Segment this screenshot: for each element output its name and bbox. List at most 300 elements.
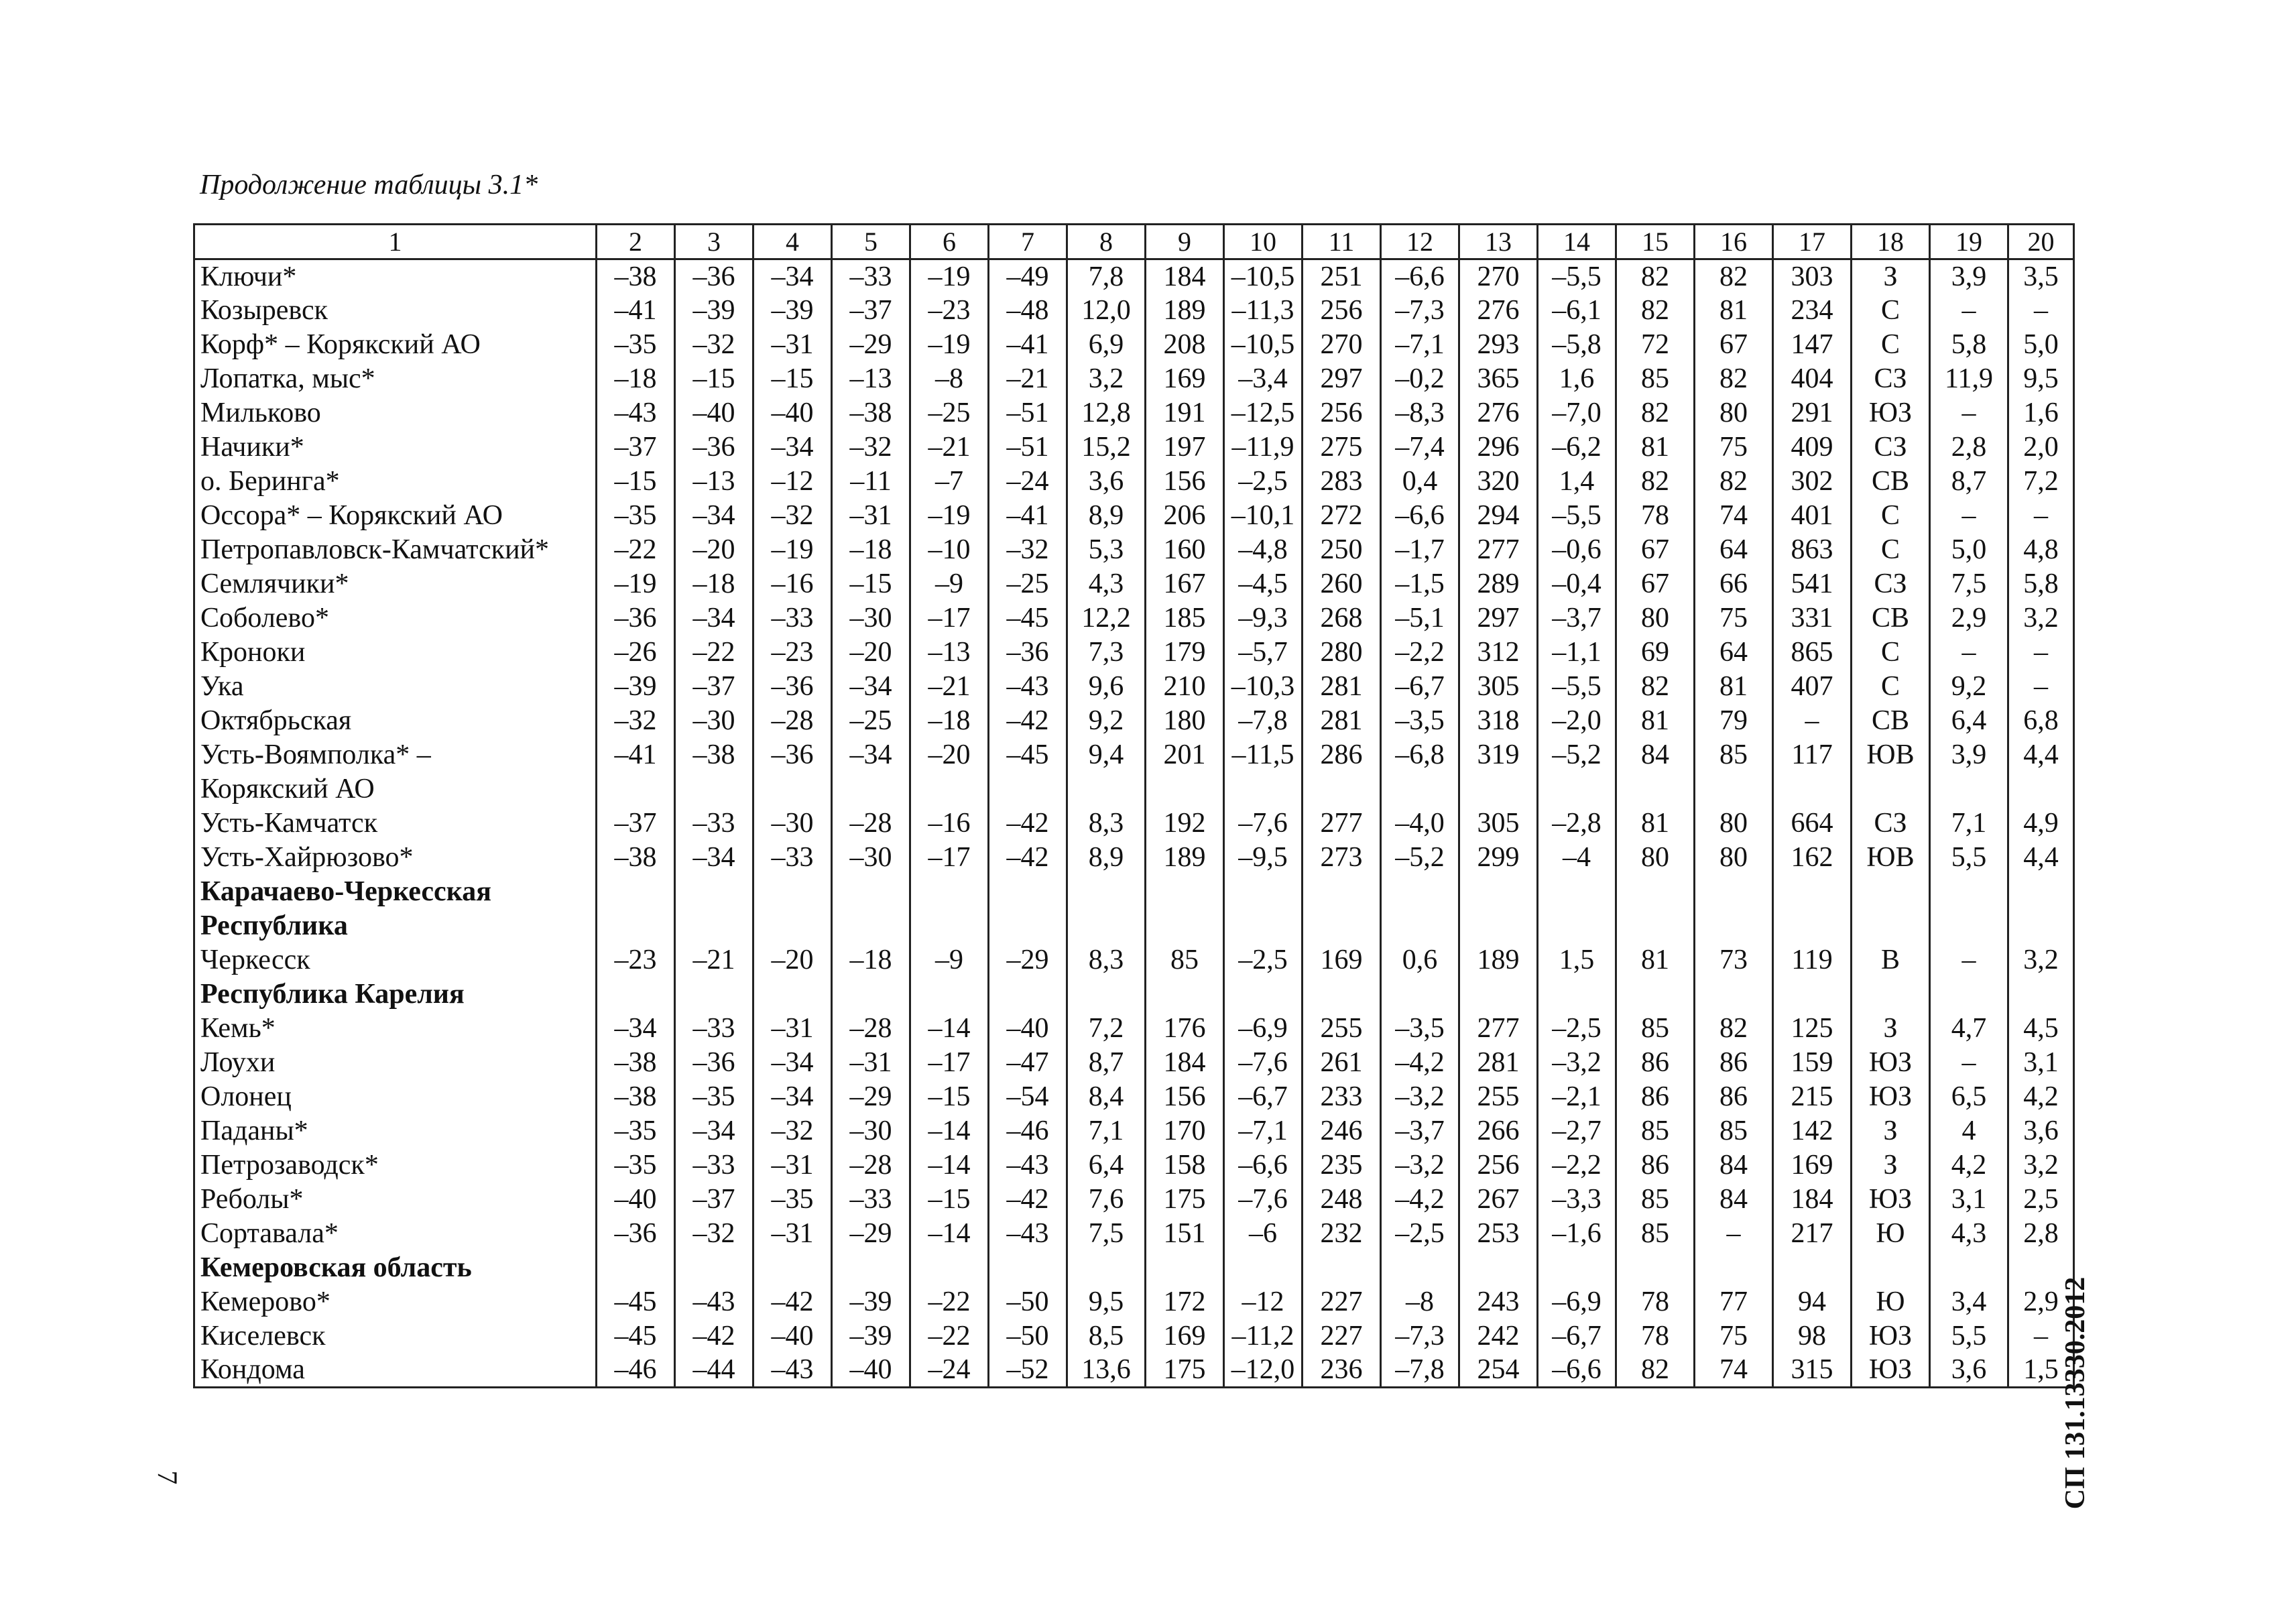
cell-col-13: 266 — [1459, 1114, 1538, 1148]
cell-col-10: –6,9 — [1224, 1012, 1303, 1046]
cell-col-14 — [1538, 909, 1616, 943]
cell-col-19: – — [1930, 294, 2008, 328]
cell-col-12: –7,3 — [1381, 294, 1459, 328]
cell-col-2: –36 — [597, 601, 675, 636]
cell-col-19 — [1930, 977, 2008, 1012]
cell-col-10: –2,5 — [1224, 465, 1303, 499]
cell-col-3: –33 — [675, 1012, 753, 1046]
cell-col-5: –39 — [832, 1285, 910, 1319]
cell-col-7: –42 — [989, 1183, 1067, 1217]
cell-col-3: –42 — [675, 1319, 753, 1354]
cell-col-19: 4 — [1930, 1114, 2008, 1148]
cell-col-14: –3,2 — [1538, 1046, 1616, 1080]
cell-col-12: –3,5 — [1381, 1012, 1459, 1046]
cell-col-7: –45 — [989, 738, 1067, 772]
cell-col-10: –7,8 — [1224, 704, 1303, 738]
cell-col-16: 82 — [1695, 1012, 1773, 1046]
cell-col-16 — [1695, 875, 1773, 909]
cell-col-4: –33 — [753, 841, 832, 875]
cell-col-2: –38 — [597, 259, 675, 294]
cell-col-10 — [1224, 977, 1303, 1012]
column-header-20: 20 — [2008, 225, 2074, 259]
cell-col-9: 170 — [1146, 1114, 1224, 1148]
station-name: Октябрьская — [194, 704, 597, 738]
cell-col-14: –0,6 — [1538, 533, 1616, 567]
cell-col-16: 66 — [1695, 567, 1773, 601]
column-header-11: 11 — [1303, 225, 1381, 259]
table-row — [194, 328, 2074, 362]
cell-col-5: –18 — [832, 533, 910, 567]
cell-col-3: –18 — [675, 567, 753, 601]
cell-col-6: –14 — [910, 1148, 989, 1183]
cell-col-12: 0,6 — [1381, 943, 1459, 977]
cell-col-12: –8,3 — [1381, 396, 1459, 430]
column-header-3: 3 — [675, 225, 753, 259]
cell-col-7: –42 — [989, 704, 1067, 738]
cell-col-12: –3,7 — [1381, 1114, 1459, 1148]
cell-col-20: 3,2 — [2008, 1148, 2074, 1183]
cell-col-5: –32 — [832, 430, 910, 465]
cell-col-5 — [832, 1251, 910, 1285]
cell-col-10 — [1224, 875, 1303, 909]
cell-col-19: 4,2 — [1930, 1148, 2008, 1183]
cell-col-18: СЗ — [1852, 567, 1930, 601]
cell-col-6: –19 — [910, 499, 989, 533]
cell-col-12: –1,5 — [1381, 567, 1459, 601]
cell-col-3: –39 — [675, 294, 753, 328]
cell-col-14: –3,7 — [1538, 601, 1616, 636]
cell-col-9 — [1146, 1251, 1224, 1285]
cell-col-16: 82 — [1695, 362, 1773, 396]
cell-col-8: 6,4 — [1067, 1148, 1146, 1183]
cell-col-4: –32 — [753, 1114, 832, 1148]
cell-col-18: СВ — [1852, 601, 1930, 636]
cell-col-15: 67 — [1616, 567, 1695, 601]
table-row — [194, 1319, 2074, 1354]
cell-col-14: –2,5 — [1538, 1012, 1616, 1046]
cell-col-4: –31 — [753, 1148, 832, 1183]
section-row — [194, 909, 2074, 943]
cell-col-7: –51 — [989, 396, 1067, 430]
cell-col-19: 11,9 — [1930, 362, 2008, 396]
cell-col-14: –5,5 — [1538, 259, 1616, 294]
cell-col-7: –43 — [989, 1148, 1067, 1183]
cell-col-6: –19 — [910, 328, 989, 362]
cell-col-19: 7,5 — [1930, 567, 2008, 601]
cell-col-11: 281 — [1303, 704, 1381, 738]
cell-col-11 — [1303, 909, 1381, 943]
table-row — [194, 533, 2074, 567]
cell-col-17: 184 — [1773, 1183, 1852, 1217]
cell-col-7: –50 — [989, 1285, 1067, 1319]
cell-col-4: –23 — [753, 636, 832, 670]
cell-col-4: –40 — [753, 396, 832, 430]
cell-col-18: С — [1852, 499, 1930, 533]
cell-col-9: 206 — [1146, 499, 1224, 533]
cell-col-6 — [910, 1251, 989, 1285]
cell-col-17: 217 — [1773, 1217, 1852, 1251]
cell-col-11: 256 — [1303, 396, 1381, 430]
cell-col-14: 1,5 — [1538, 943, 1616, 977]
cell-col-14: –0,4 — [1538, 567, 1616, 601]
cell-col-12: –6,6 — [1381, 499, 1459, 533]
cell-col-13: 277 — [1459, 1012, 1538, 1046]
cell-col-9: 167 — [1146, 567, 1224, 601]
table-row — [194, 841, 2074, 875]
cell-col-19: 8,7 — [1930, 465, 2008, 499]
cell-col-13: 267 — [1459, 1183, 1538, 1217]
cell-col-18 — [1852, 1251, 1930, 1285]
cell-col-12: –7,4 — [1381, 430, 1459, 465]
cell-col-12: –0,2 — [1381, 362, 1459, 396]
cell-col-19: 3,9 — [1930, 259, 2008, 294]
cell-col-10: –9,3 — [1224, 601, 1303, 636]
cell-col-19: 5,8 — [1930, 328, 2008, 362]
cell-col-20: 3,6 — [2008, 1114, 2074, 1148]
section-row — [194, 977, 2074, 1012]
cell-col-17: 664 — [1773, 806, 1852, 841]
cell-col-4: –43 — [753, 1354, 832, 1388]
cell-col-9: 189 — [1146, 294, 1224, 328]
cell-col-7 — [989, 909, 1067, 943]
cell-col-10: –7,6 — [1224, 806, 1303, 841]
station-name: Кемь* — [194, 1012, 597, 1046]
table-row — [194, 636, 2074, 670]
cell-col-20: 3,2 — [2008, 943, 2074, 977]
cell-col-14: 1,6 — [1538, 362, 1616, 396]
cell-col-3: –13 — [675, 465, 753, 499]
cell-col-13 — [1459, 977, 1538, 1012]
cell-col-19: – — [1930, 396, 2008, 430]
cell-col-17: 541 — [1773, 567, 1852, 601]
cell-col-7 — [989, 875, 1067, 909]
cell-col-10: –11,9 — [1224, 430, 1303, 465]
cell-col-13: 305 — [1459, 670, 1538, 704]
cell-col-11: 272 — [1303, 499, 1381, 533]
cell-col-11: 268 — [1303, 601, 1381, 636]
cell-col-8: 7,3 — [1067, 636, 1146, 670]
cell-col-14: –5,8 — [1538, 328, 1616, 362]
table-row — [194, 1080, 2074, 1114]
cell-col-4: –12 — [753, 465, 832, 499]
cell-col-16: 80 — [1695, 841, 1773, 875]
cell-col-20 — [2008, 977, 2074, 1012]
cell-col-20: 7,2 — [2008, 465, 2074, 499]
station-name: Усть-Камчатск — [194, 806, 597, 841]
station-name: Сортавала* — [194, 1217, 597, 1251]
cell-col-12: –4,0 — [1381, 806, 1459, 841]
station-name: Реболы* — [194, 1183, 597, 1217]
cell-col-10: –11,3 — [1224, 294, 1303, 328]
cell-col-20: 2,8 — [2008, 1217, 2074, 1251]
cell-col-6: –25 — [910, 396, 989, 430]
cell-col-4 — [753, 1251, 832, 1285]
cell-col-8: 9,5 — [1067, 1285, 1146, 1319]
cell-col-13: 320 — [1459, 465, 1538, 499]
cell-col-17: 315 — [1773, 1354, 1852, 1388]
cell-col-15 — [1616, 977, 1695, 1012]
cell-col-7: –42 — [989, 806, 1067, 841]
cell-col-18: ЮЗ — [1852, 1080, 1930, 1114]
cell-col-6: –14 — [910, 1114, 989, 1148]
cell-col-16: 85 — [1695, 738, 1773, 772]
cell-col-5: –29 — [832, 1080, 910, 1114]
cell-col-19 — [1930, 772, 2008, 806]
cell-col-14: –6,9 — [1538, 1285, 1616, 1319]
cell-col-18: С — [1852, 328, 1930, 362]
cell-col-6: –15 — [910, 1183, 989, 1217]
cell-col-4 — [753, 977, 832, 1012]
table-row — [194, 670, 2074, 704]
cell-col-11 — [1303, 977, 1381, 1012]
cell-col-8: 8,9 — [1067, 499, 1146, 533]
cell-col-17: 404 — [1773, 362, 1852, 396]
cell-col-3: –33 — [675, 806, 753, 841]
station-name: Усть-Хайрюзово* — [194, 841, 597, 875]
cell-col-6: –22 — [910, 1319, 989, 1354]
cell-col-4: –34 — [753, 259, 832, 294]
cell-col-17: 409 — [1773, 430, 1852, 465]
cell-col-6: –19 — [910, 259, 989, 294]
cell-col-18: С — [1852, 533, 1930, 567]
cell-col-15: 86 — [1616, 1080, 1695, 1114]
cell-col-9: 169 — [1146, 1319, 1224, 1354]
table-caption: Продолжение таблицы 3.1* — [200, 170, 538, 200]
cell-col-15: 84 — [1616, 738, 1695, 772]
station-name: Лопатка, мыс* — [194, 362, 597, 396]
cell-col-4: –34 — [753, 1080, 832, 1114]
cell-col-6 — [910, 875, 989, 909]
cell-col-7: –24 — [989, 465, 1067, 499]
cell-col-18: СВ — [1852, 704, 1930, 738]
cell-col-15: 80 — [1616, 601, 1695, 636]
cell-col-9: 158 — [1146, 1148, 1224, 1183]
cell-col-9: 176 — [1146, 1012, 1224, 1046]
cell-col-4: –19 — [753, 533, 832, 567]
cell-col-17: 331 — [1773, 601, 1852, 636]
cell-col-6: –23 — [910, 294, 989, 328]
cell-col-4: –33 — [753, 601, 832, 636]
cell-col-18: СЗ — [1852, 362, 1930, 396]
cell-col-16: 81 — [1695, 294, 1773, 328]
cell-col-9 — [1146, 977, 1224, 1012]
cell-col-5: –29 — [832, 1217, 910, 1251]
table-row — [194, 1148, 2074, 1183]
column-header-13: 13 — [1459, 225, 1538, 259]
cell-col-17: 98 — [1773, 1319, 1852, 1354]
cell-col-10 — [1224, 1251, 1303, 1285]
column-header-16: 16 — [1695, 225, 1773, 259]
cell-col-15: 82 — [1616, 294, 1695, 328]
section-row — [194, 875, 2074, 909]
cell-col-16: 80 — [1695, 396, 1773, 430]
cell-col-17: 401 — [1773, 499, 1852, 533]
cell-col-7: –45 — [989, 601, 1067, 636]
station-name: Киселевск — [194, 1319, 597, 1354]
cell-col-16: 67 — [1695, 328, 1773, 362]
cell-col-3: –36 — [675, 1046, 753, 1080]
cell-col-15: 81 — [1616, 943, 1695, 977]
cell-col-2 — [597, 875, 675, 909]
table-row — [194, 362, 2074, 396]
cell-col-18: С — [1852, 636, 1930, 670]
cell-col-3: –37 — [675, 670, 753, 704]
cell-col-9: 191 — [1146, 396, 1224, 430]
cell-col-8 — [1067, 772, 1146, 806]
cell-col-6: –18 — [910, 704, 989, 738]
cell-col-17 — [1773, 772, 1852, 806]
column-header-18: 18 — [1852, 225, 1930, 259]
column-header-7: 7 — [989, 225, 1067, 259]
cell-col-18: СВ — [1852, 465, 1930, 499]
cell-col-15 — [1616, 1251, 1695, 1285]
column-header-10: 10 — [1224, 225, 1303, 259]
cell-col-14: –2,7 — [1538, 1114, 1616, 1148]
cell-col-5: –30 — [832, 841, 910, 875]
cell-col-2: –37 — [597, 806, 675, 841]
cell-col-16: – — [1695, 1217, 1773, 1251]
cell-col-14: –2,8 — [1538, 806, 1616, 841]
cell-col-7: –54 — [989, 1080, 1067, 1114]
cell-col-10: –12 — [1224, 1285, 1303, 1319]
cell-col-3: –21 — [675, 943, 753, 977]
station-name: Лоухи — [194, 1046, 597, 1080]
cell-col-3: –38 — [675, 738, 753, 772]
cell-col-7 — [989, 977, 1067, 1012]
cell-col-3: –34 — [675, 841, 753, 875]
cell-col-18: ЮВ — [1852, 841, 1930, 875]
cell-col-19: 9,2 — [1930, 670, 2008, 704]
cell-col-5 — [832, 875, 910, 909]
cell-col-19: 2,9 — [1930, 601, 2008, 636]
cell-col-5 — [832, 977, 910, 1012]
cell-col-14 — [1538, 772, 1616, 806]
cell-col-11: 248 — [1303, 1183, 1381, 1217]
cell-col-13: 365 — [1459, 362, 1538, 396]
cell-col-3: –20 — [675, 533, 753, 567]
cell-col-16 — [1695, 772, 1773, 806]
cell-col-7: –50 — [989, 1319, 1067, 1354]
cell-col-2: –39 — [597, 670, 675, 704]
cell-col-18: СЗ — [1852, 430, 1930, 465]
cell-col-20: 4,5 — [2008, 1012, 2074, 1046]
cell-col-2: –32 — [597, 704, 675, 738]
cell-col-5: –31 — [832, 499, 910, 533]
cell-col-10: –9,5 — [1224, 841, 1303, 875]
document-code: СП 131.13330.2012 — [2060, 1276, 2091, 1510]
cell-col-20: 4,4 — [2008, 841, 2074, 875]
region-heading: Республика — [194, 909, 597, 943]
cell-col-8: 8,7 — [1067, 1046, 1146, 1080]
cell-col-5: –28 — [832, 1148, 910, 1183]
cell-col-19: 3,9 — [1930, 738, 2008, 772]
station-name: Кондома — [194, 1354, 597, 1388]
table-row — [194, 1046, 2074, 1080]
cell-col-5: –25 — [832, 704, 910, 738]
cell-col-10: –2,5 — [1224, 943, 1303, 977]
cell-col-4: –31 — [753, 1217, 832, 1251]
table-row — [194, 806, 2074, 841]
cell-col-6: –17 — [910, 601, 989, 636]
cell-col-3: –34 — [675, 499, 753, 533]
cell-col-11: 275 — [1303, 430, 1381, 465]
cell-col-3: –15 — [675, 362, 753, 396]
cell-col-9: 184 — [1146, 1046, 1224, 1080]
cell-col-8: 7,6 — [1067, 1183, 1146, 1217]
cell-col-20: 4,8 — [2008, 533, 2074, 567]
cell-col-17: 291 — [1773, 396, 1852, 430]
cell-col-13: 253 — [1459, 1217, 1538, 1251]
cell-col-6: –20 — [910, 738, 989, 772]
cell-col-8: 8,9 — [1067, 841, 1146, 875]
cell-col-18 — [1852, 772, 1930, 806]
cell-col-3 — [675, 977, 753, 1012]
station-name: Соболево* — [194, 601, 597, 636]
cell-col-5: –18 — [832, 943, 910, 977]
cell-col-20: 3,1 — [2008, 1046, 2074, 1080]
cell-col-8: 7,5 — [1067, 1217, 1146, 1251]
cell-col-13: 255 — [1459, 1080, 1538, 1114]
cell-col-2: –38 — [597, 841, 675, 875]
cell-col-7: –43 — [989, 1217, 1067, 1251]
cell-col-14: –3,3 — [1538, 1183, 1616, 1217]
cell-col-2: –35 — [597, 499, 675, 533]
cell-col-15: 82 — [1616, 396, 1695, 430]
cell-col-4: –35 — [753, 1183, 832, 1217]
table-row — [194, 738, 2074, 772]
cell-col-19: – — [1930, 636, 2008, 670]
cell-col-10: –10,1 — [1224, 499, 1303, 533]
cell-col-5: –29 — [832, 328, 910, 362]
cell-col-12 — [1381, 1251, 1459, 1285]
cell-col-12: –8 — [1381, 1285, 1459, 1319]
station-name: Ключи* — [194, 259, 597, 294]
cell-col-15: 82 — [1616, 670, 1695, 704]
cell-col-4: –28 — [753, 704, 832, 738]
cell-col-13: 294 — [1459, 499, 1538, 533]
cell-col-15: 85 — [1616, 362, 1695, 396]
cell-col-20: 5,8 — [2008, 567, 2074, 601]
cell-col-11: 251 — [1303, 259, 1381, 294]
cell-col-17: 94 — [1773, 1285, 1852, 1319]
cell-col-15: 85 — [1616, 1114, 1695, 1148]
cell-col-8 — [1067, 909, 1146, 943]
table-row — [194, 1114, 2074, 1148]
cell-col-18: С — [1852, 670, 1930, 704]
cell-col-6: –9 — [910, 567, 989, 601]
table-row — [194, 601, 2074, 636]
cell-col-10: –6,7 — [1224, 1080, 1303, 1114]
cell-col-15: 85 — [1616, 1217, 1695, 1251]
cell-col-16: 84 — [1695, 1183, 1773, 1217]
cell-col-15: 78 — [1616, 499, 1695, 533]
cell-col-8: 6,9 — [1067, 328, 1146, 362]
region-heading: Карачаево-Черкесская — [194, 875, 597, 909]
cell-col-9: 85 — [1146, 943, 1224, 977]
cell-col-3 — [675, 1251, 753, 1285]
cell-col-8: 15,2 — [1067, 430, 1146, 465]
header-row — [194, 225, 2074, 259]
cell-col-6: –9 — [910, 943, 989, 977]
cell-col-18: ЮВ — [1852, 738, 1930, 772]
cell-col-17: 147 — [1773, 328, 1852, 362]
cell-col-2: –38 — [597, 1080, 675, 1114]
cell-col-8: 13,6 — [1067, 1354, 1146, 1388]
cell-col-17 — [1773, 1251, 1852, 1285]
cell-col-20: 2,5 — [2008, 1183, 2074, 1217]
cell-col-4 — [753, 772, 832, 806]
cell-col-18: ЮЗ — [1852, 396, 1930, 430]
